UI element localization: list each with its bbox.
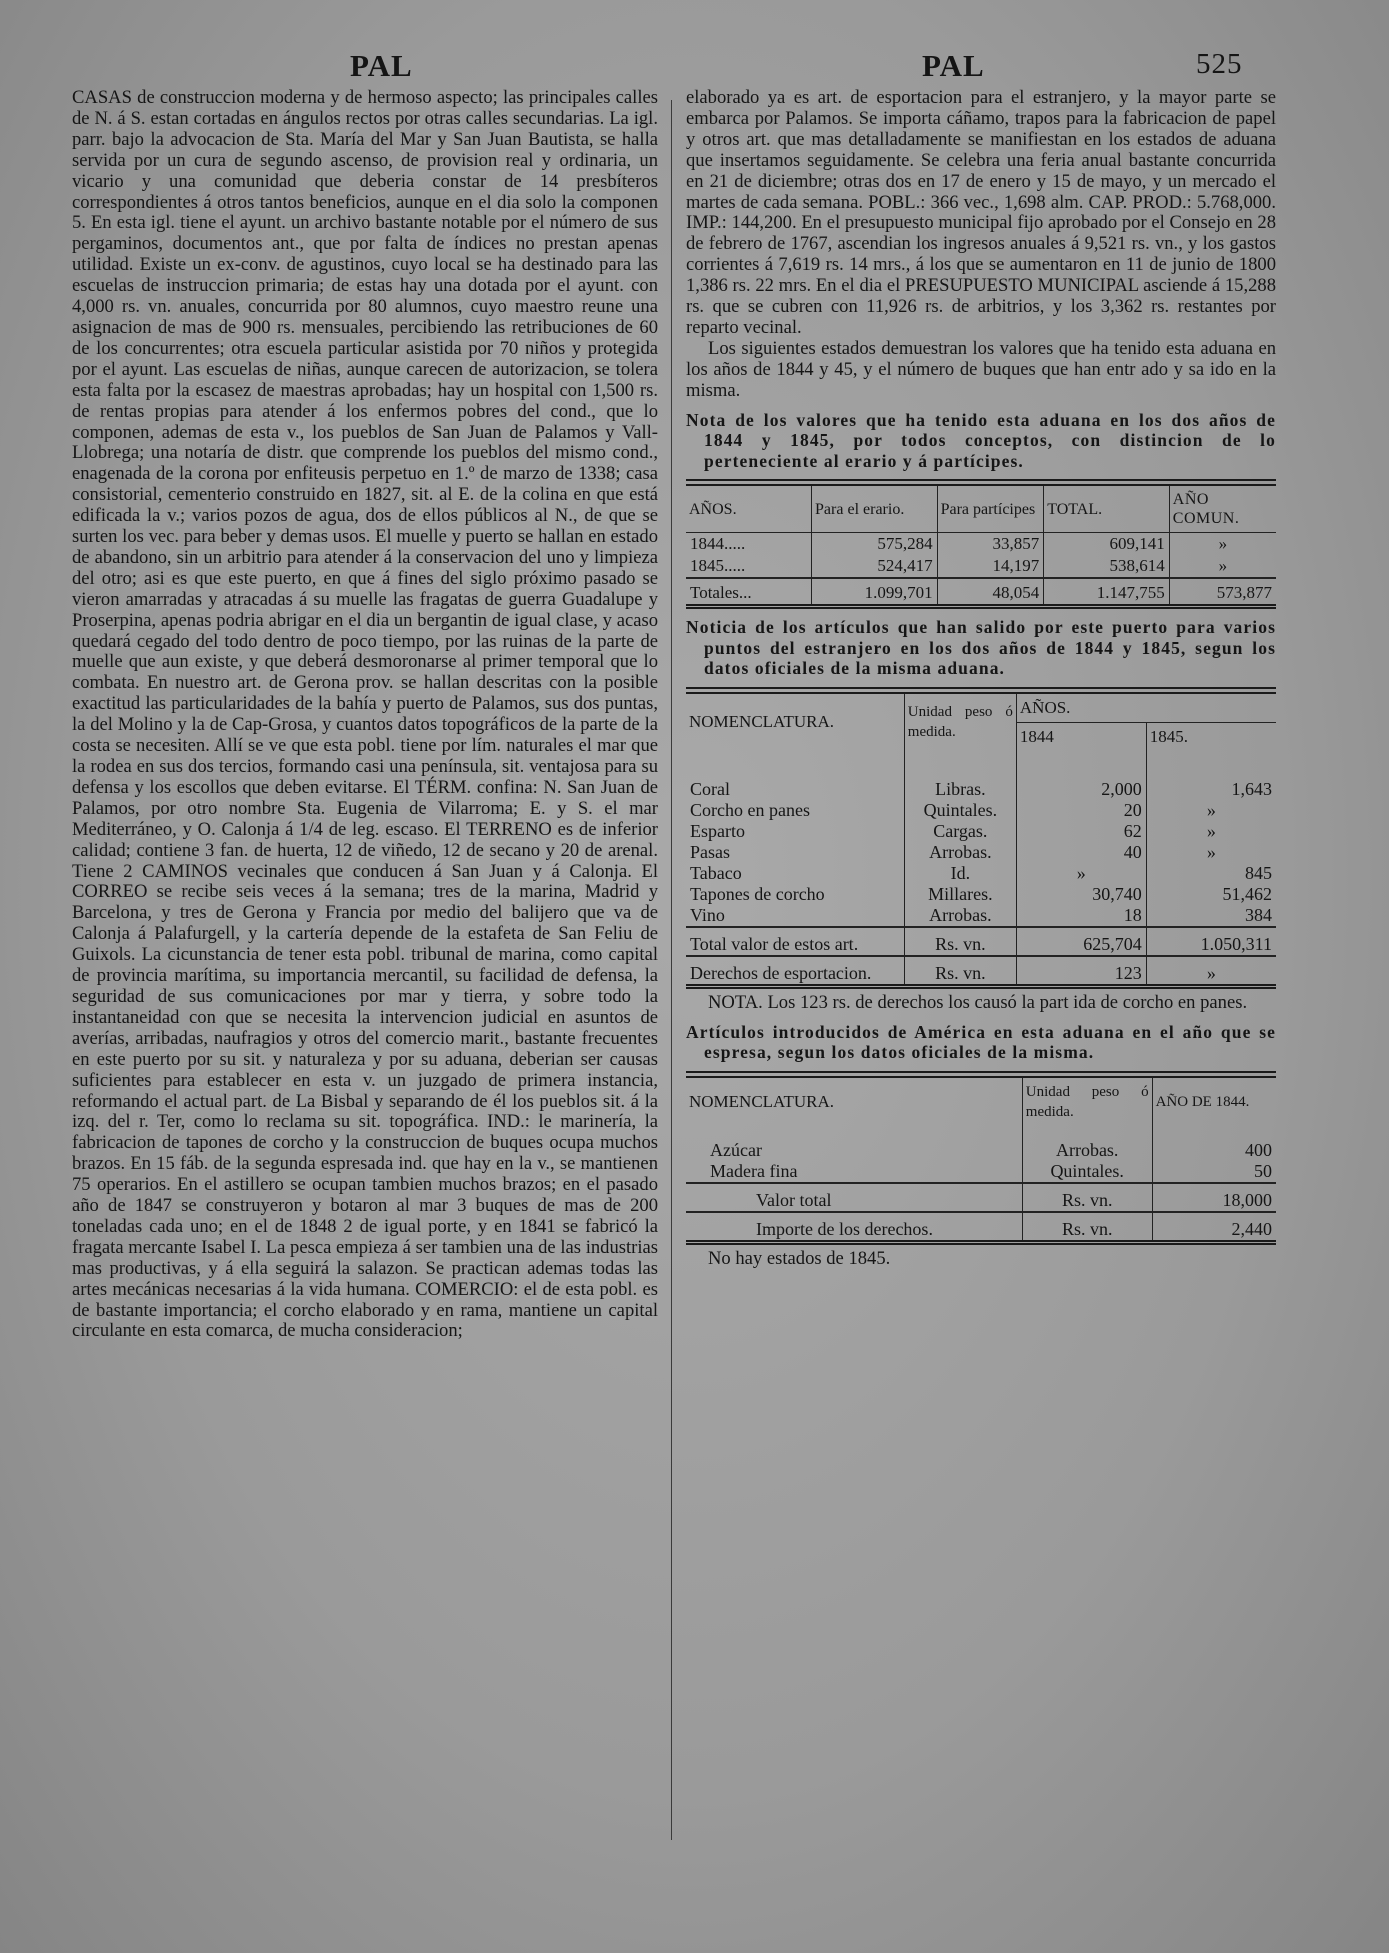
table-cell: Azúcar [686,1140,1022,1161]
table-cell: » [1218,556,1228,576]
table-cell: 18,000 [1152,1183,1276,1212]
table-row [686,905,1276,927]
right-paragraph-1: elaborado ya es art. de esportacion para el estranjero, y la mayor parte se embarca por Palamos. Se importa cáñamo, trapos para la fabricacion de papel y otros art. que mas detalladamente se manifiestan en los estados de aduana que insertamos seguidamente. Se celebra una feria anual bastante concurrida en 21 de diciembre; otras dos en 17 de enero y 15 de mayo, y un mercado el martes de cada semana. POBL.: 366 vec., 1,698 alm. CAP. PROD.: 5.768,000. IMP.: 144,200. En el presupuesto municipal fijo aprobado por el Consejo en 28 de febrero de 1767, ascendian los ingresos anuales á 9,521 rs. vn., y los gastos corrientes á 7,619 rs. 14 mrs., á los que se aumentaron en 11 de junio de 1800 1,386 rs. 22 mrs. En el dia el PRESUPUESTO MUNICIPAL asciende á 15,288 rs. que se cubren con 11,926 rs. de arbitrios, y los 3,362 rs. restantes por reparto vecinal. [686,88,1276,338]
table-cell: Total valor de estos art. [686,927,904,956]
table2-header-row [686,694,1276,723]
left-column-text: CASAS de construccion moderna y de hermoso aspecto; las principales calles de N. á S. estan cortadas en ángulos rectos por otras calles secundarias. La igl. parr. bajo la advocacion de Sta. María del Mar y San Juan Bautista, se halla servida por un cura de segundo ascenso, de provision real y ordinaria, un vicario y una comunidad que deberia constar de 14 presbíteros correspondientes á otros tantos beneficios, aunque en el dia solo la componen 5. En esta igl. tiene el ayunt. un archivo bastante notable por el número de sus pergaminos, documentos ant., que por falta de índices no prestan apenas utilidad. Existe un ex-conv. de agustinos, cuyo local se ha destinado para las escuelas de instruccion primaria; de estas hay una dotada por el ayunt. con 4,000 rs. vn. anuales, concurrida por 80 alumnos, cuyo maestro reune una asignacion de mas de 900 rs. mensuales, percibiendo las retribuciones de 60 de los concurrentes; otra escuela particular asistida por 70 niños y protegida por el ayunt. Las escuelas de niñas, aunque carecen de autorizacion, se tolera esta falta por la escasez de maestras aprobadas; hay un hospital con 1,500 rs. de rentas propias para atender á los enfermos pobres del cond., que lo componen, ademas de esta v., los pueblos de San Juan de Palamos y Vall-Llobrega; una notaría de distr. que comprende los pueblos del mismo cond., enagenada de la corona por enfiteusis perpetuo en 1.º de marzo de 1338; casa consistorial, cementerio construido en 1827, sit. al E. de la colina en que está edificada la v.; varios pozos de agua, dos de ellos públicos al N., de que se surten los vec. para beber y demas usos. El muelle y puerto se hallan en estado de abandono, sin un arbitrio para atender á la conservacion del uno y limpieza del otro; asi es que este puerto, en que á fines del siglo próximo pasado se vieron amarradas y atracadas á su muelle las fragatas de guerra Guadalupe y Proserpina, apenas podria abrigar en el dia un bergantin de igual clase, y acaso quedará cegado del todo dentro de poco tiempo, por las ruinas de la parte de muelle que aun existe, y que deberá desmoronarse al primer temporal que lo combata. En nuestro art. de Gerona prov. se hallan descritas con la posible exactitud las particularidades de la bahía y puerto de Palamos, sus dos puntas, la del Molino y la de Cap-Grosa, y cuantos datos topográficos de la parte de la costa se necesiten. Allí se ve que esta pobl. tiene por lím. naturales el mar que la rodea en sus dos tercios, formando casi una península, sit. ventajosa para su defensa y los escollos que deben evitarse. El TÉRM. confina: N. San Juan de Palamos, por otro nombre Sta. Eugenia de Vilarroma; E. y S. el mar Mediterráneo, y O. Calonja á 1/4 de leg. escaso. El TERRENO es de inferior calidad; contiene 3 fan. de huerta, 12 de viñedo, 12 de secano y 20 de arenal. Tiene 2 CAMINOS vecinales que conducen á San Juan y á Calonja. El CORREO se recibe seis veces á la semana; tres de la marina, Madrid y Barcelona, y tres de Gerona y Francia por medio del balijero que va de Calonja á Palafurgell, y la cartería depende de la estafeta de San Feliu de Guixols. La cicunstancia de tener esta pobl. tribunal de marina, como capital de provincia marítima, su importancia mercantil, su facilidad de defensa, la seguridad de sus comunicaciones por mar y tierra, y sobre todo la instantaneidad con que se necesita la intervencion judicial en asuntos de averías, arribadas, naufragios y otros del comercio marit., bastante frecuentes en este puerto por su sit. y naturaleza y por su aduana, deberian ser causas suficientes para establecer en esta v. un juzgado de primera instancia, reformando el actual part. de La Bisbal y separando de él los pueblos sit. á la izq. del r. Ter, como lo reclama su sit. topográfica. IND.: le marinería, la fabricacion de tapones de corcho y la construccion de buques ocupa muchos brazos. En 15 fáb. de la segunda espresada ind. que hay en la v., se mantienen 75 operarios. En el astillero se ocupan tambien muchos brazos; en el pasado año de 1847 se construyeron y botaron al mar 3 buques de mas de 200 toneladas cada uno; en el de 1848 2 de igual porte, y en 1841 se fabricó la fragata mercante Isabel I. La pesca empieza á ser tambien una de las industrias mas productivas, y á ella seguirá la salazon. Se practican ademas todas las artes mecánicas necesarias á la vida humana. COMERCIO: el de esta pobl. es de bastante importancia; el corcho elaborado y en rama, mantiene un capital circulante en esta comarca, de mucha consideracion; [72,88,658,1342]
table-row [686,1161,1276,1183]
table2-note: NOTA. Los 123 rs. de derechos los causó la part ida de corcho en panes. [708,991,1248,1013]
table-cell: Tapones de corcho [686,884,904,905]
column-divider [671,100,672,1840]
table-cell: Rs. vn. [904,927,1016,956]
table2-header-unit: Unidad peso ó medida. [904,694,1016,751]
table2-header-years: AÑOS. [1016,694,1276,723]
table-cell: Corcho en panes [686,800,904,821]
running-head-left: PAL [350,48,413,83]
table1-header: Para el erario. [812,486,938,533]
running-head-right: PAL [922,48,985,83]
table-row [686,800,1276,821]
table-cell: 30,740 [1016,884,1146,905]
table-cell: 1.050,311 [1146,927,1276,956]
table-cell: 18 [1016,905,1146,927]
table-cell: 609,141 [1044,533,1170,556]
table-cell: Madera fina [686,1161,1022,1183]
table-cell: Totales... [686,578,812,604]
table-cell: 1845..... [686,555,812,578]
table2-duties-row [686,956,1276,984]
table-cell: Arrobas. [904,842,1016,863]
table-row [686,821,1276,842]
left-column [72,88,658,1858]
table-cell: Valor total [686,1183,1022,1212]
table-cell: Arrobas. [904,905,1016,927]
table-cell: 40 [1016,842,1146,863]
table-cell: 625,704 [1016,927,1146,956]
table-cell: Quintales. [1022,1161,1152,1183]
table-cell: » [1206,799,1216,820]
table3-header-unit: Unidad peso ó medida. [1022,1078,1152,1126]
table1 [686,479,1276,609]
table1-header: TOTAL. [1044,486,1170,533]
table-cell: Cargas. [904,821,1016,842]
table-cell: Rs. vn. [904,956,1016,984]
table-cell: 2,440 [1152,1212,1276,1240]
table-cell: » [1206,820,1216,841]
table-cell: 1,643 [1231,778,1272,799]
table-cell: 1844..... [686,533,812,556]
table-cell: Libras. [904,779,1016,800]
table1-header-row [686,486,1276,533]
table-cell: Id. [904,863,1016,884]
table-cell: Derechos de esportacion. [686,956,904,984]
table-cell: 51,462 [1222,883,1272,904]
table-cell: » [1146,956,1276,984]
table-cell: 384 [1245,904,1272,925]
table2-total-row [686,927,1276,956]
table3-header-row [686,1078,1276,1126]
table-cell: Importe de los derechos. [686,1212,1022,1240]
table-cell: 62 [1016,821,1146,842]
table2-year-1844: 1844 [1016,722,1146,751]
table2-year-1845: 1845. [1149,726,1188,746]
table-cell: 2,000 [1016,779,1146,800]
table-cell: 1.147,755 [1044,578,1170,604]
table-cell: 48,054 [937,578,1044,604]
table2 [686,687,1276,989]
table3-header-nomenclature: NOMENCLATURA. [686,1078,1022,1126]
table-cell: » [1206,841,1216,862]
table-cell: 538,614 [1044,555,1170,578]
table-cell: Tabaco [686,863,904,884]
table2-caption: Noticia de los artículos que han salido por este puerto para varios puntos del estranjero en los dos años de 1844 y 1845, segun los datos oficiales de la misma aduana. [686,617,1276,679]
table-cell: Pasas [686,842,904,863]
page-number: 525 [1196,48,1243,80]
table-cell: 573,877 [1169,578,1276,604]
table-cell: 524,417 [812,555,938,578]
table-cell: Millares. [904,884,1016,905]
table1-header: AÑOS. [686,486,812,533]
table-cell: Vino [686,905,904,927]
table-cell: 575,284 [812,533,938,556]
table-cell: 123 [1016,956,1146,984]
right-paragraph-2: Los siguientes estados demuestran los valores que ha tenido esta aduana en los años de 1844 y 45, y el número de buques que han entr ado y sa ido en la misma. [686,337,1276,401]
table-cell: 14,197 [937,555,1044,578]
table-row [686,863,1276,884]
table-row [686,1140,1276,1161]
table3-total-row [686,1183,1276,1212]
table2-header-nomenclature: NOMENCLATURA. [686,694,904,751]
table-cell: 400 [1245,1139,1272,1160]
table-cell: Coral [686,779,904,800]
table-cell: Rs. vn. [1022,1212,1152,1240]
table3-header-year: AÑO DE 1844. [1155,1093,1250,1110]
table-cell: 845 [1245,862,1272,883]
table3 [686,1071,1276,1245]
table3-footnote: No hay estados de 1845. [708,1247,891,1269]
table-row [686,555,1276,578]
table-cell: » [1016,863,1146,884]
table1-header: AÑO COMUN. [1169,486,1276,533]
table-cell: 20 [1016,800,1146,821]
table-cell: Arrobas. [1022,1140,1152,1161]
table-cell: Rs. vn. [1022,1183,1152,1212]
right-column [686,88,1276,1898]
table-cell: Quintales. [904,800,1016,821]
table-cell: » [1218,534,1228,554]
table1-caption: Nota de los valores que ha tenido esta aduana en los dos años de 1844 y 1845, por todos conceptos, con distincion de lo perteneciente al erario y á partícipes. [686,409,1276,471]
table-cell: 50 [1254,1160,1272,1181]
table3-duties-row [686,1212,1276,1240]
table1-header: Para partícipes [937,486,1044,533]
table-cell: 33,857 [937,533,1044,556]
table-row [686,779,1276,800]
table1-total-row [686,578,1276,604]
table-cell: 1.099,701 [812,578,938,604]
table-row [686,884,1276,905]
table3-caption: Artículos introducidos de América en esta aduana en el año que se espresa, segun los datos oficiales de la misma. [686,1021,1276,1062]
table-cell: Esparto [686,821,904,842]
table-row [686,533,1276,556]
table-row [686,842,1276,863]
